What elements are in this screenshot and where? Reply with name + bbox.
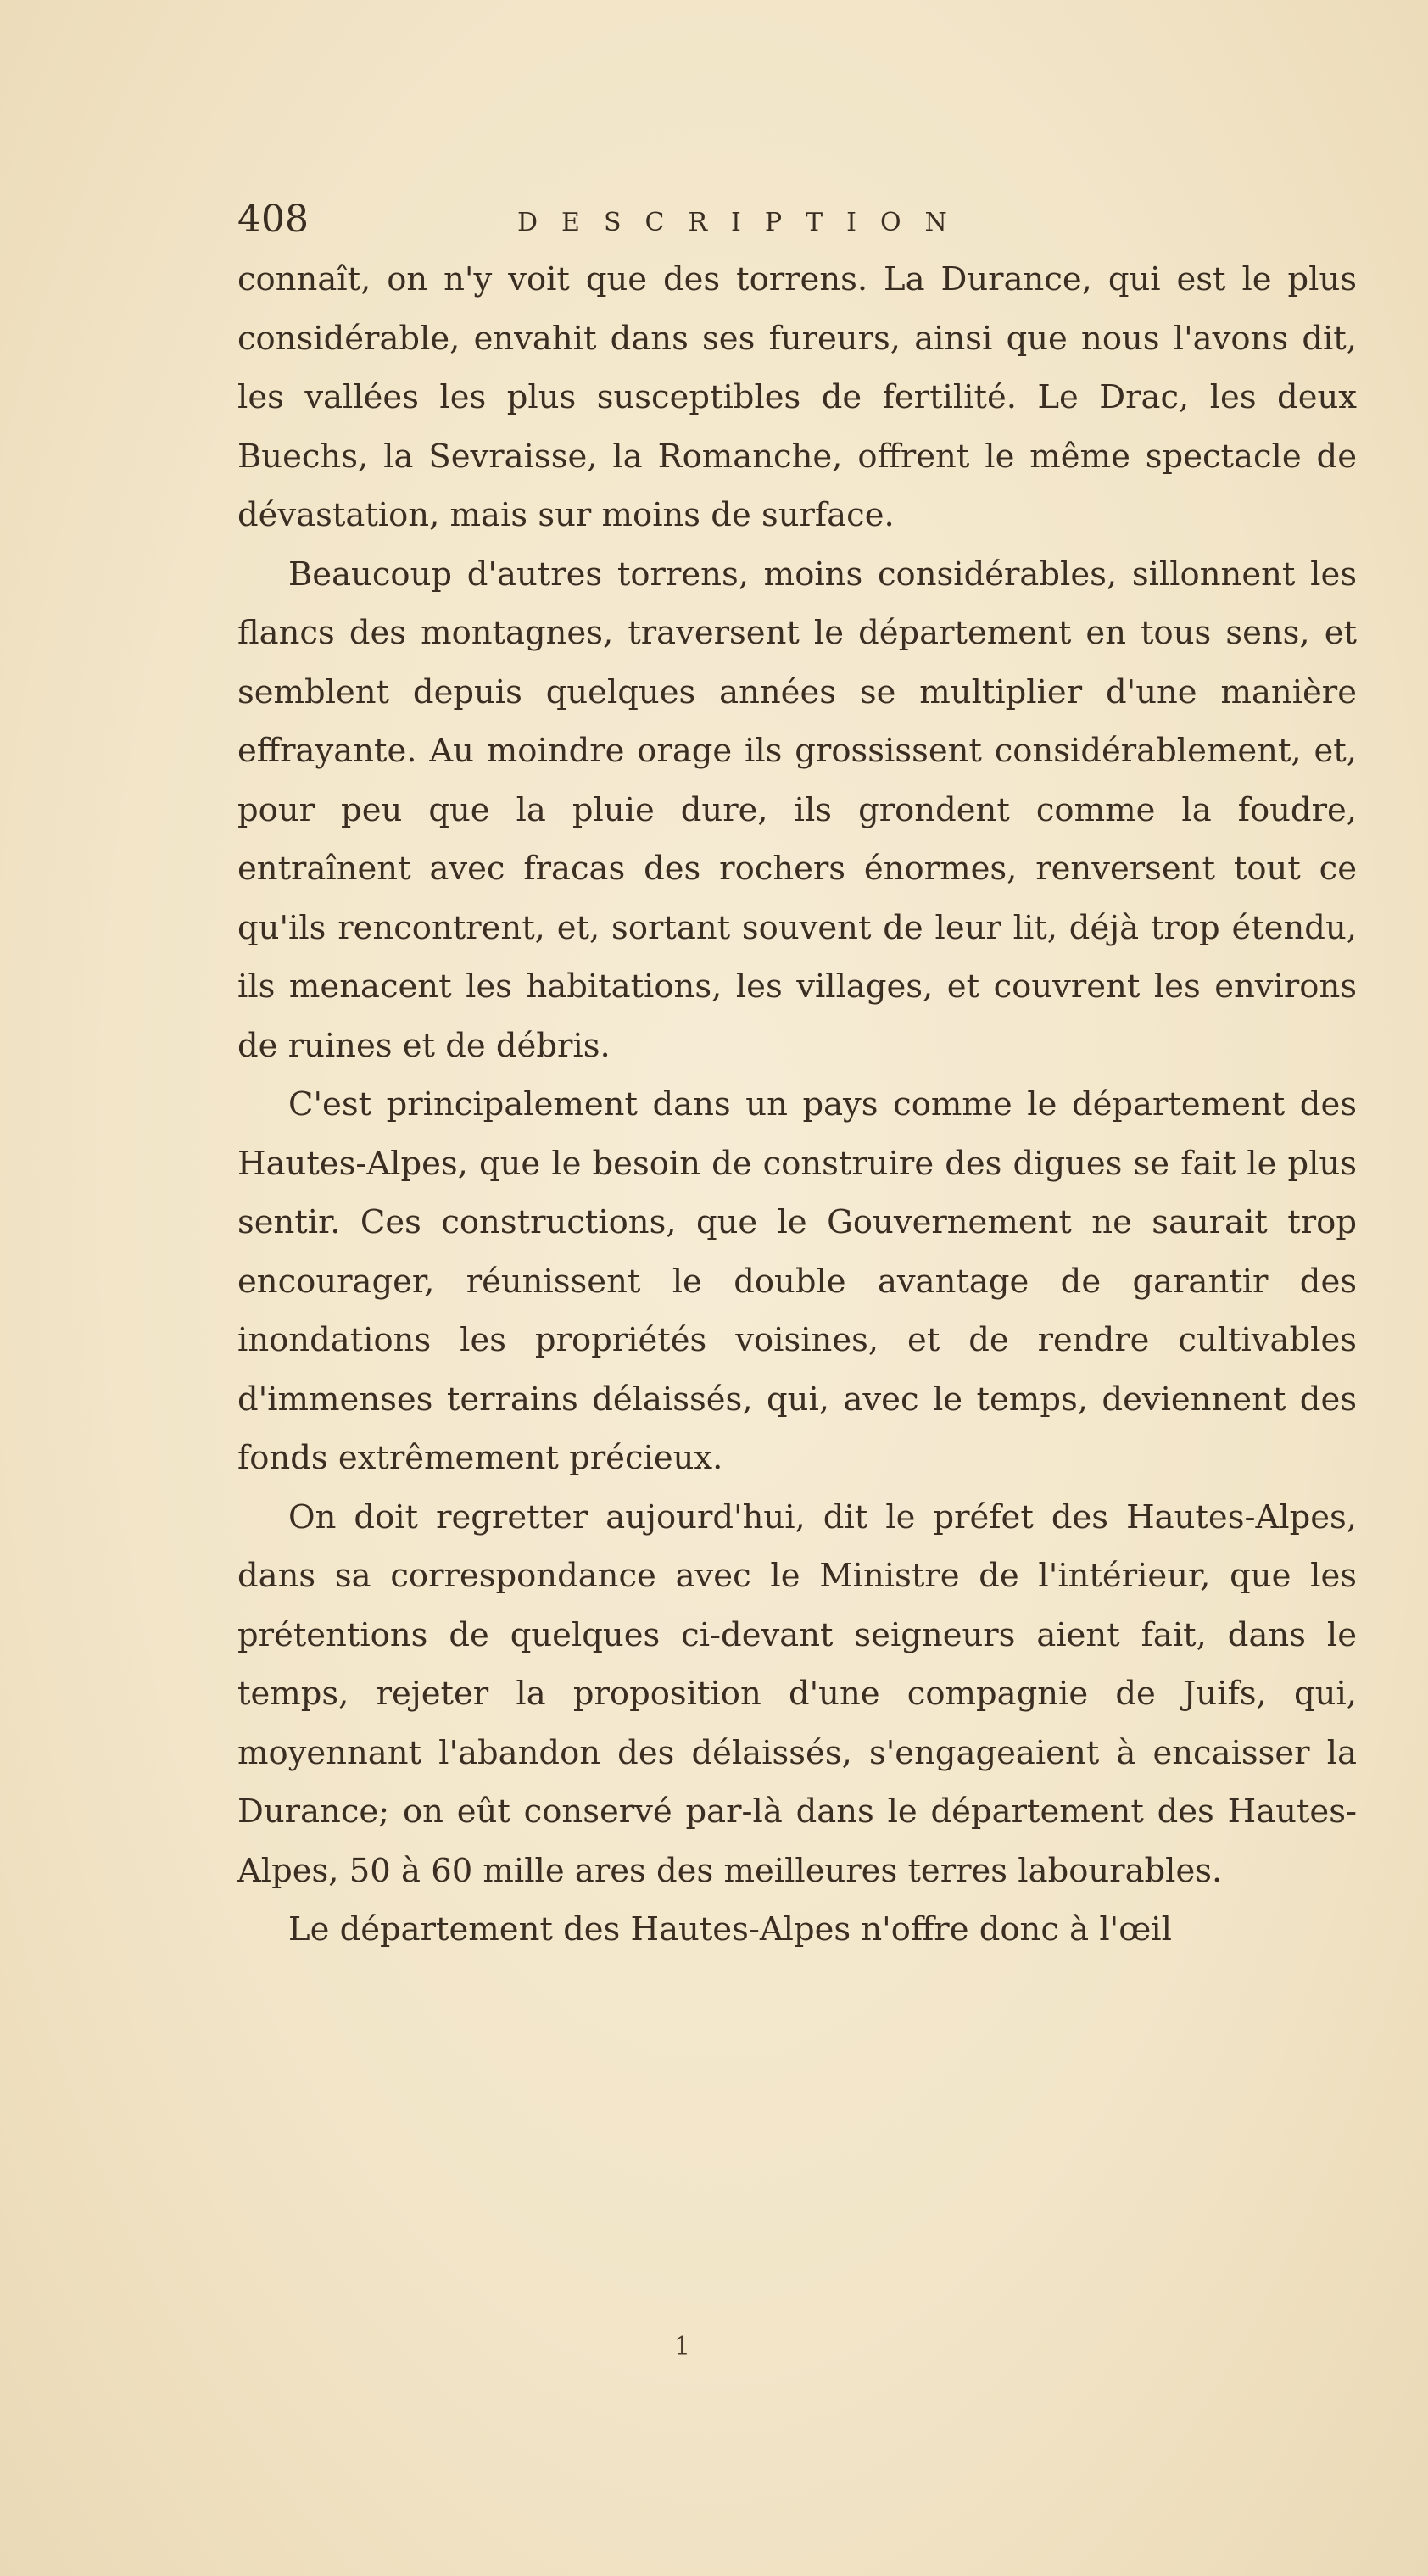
paragraph: Le département des Hautes-Alpes n'offre donc à l'œil [288,1910,1172,1949]
running-title: DESCRIPTION [517,208,971,237]
paragraph: On doit regretter aujourd'hui, dit le préfet des Hautes-Alpes, dans sa correspondance avec le Ministre de l'intérieur, que les prétentions de quelques ci-devant seigneurs aient fait, dans le temps, rejeter la proposition d'une compagnie de Juifs, qui, moyennant l'abandon des délaissés, s'engageaient à encaisser la Durance; on eût conservé par-là dans le département des Hautes-Alpes, 50 à 60 mille ares des meilleures terres labourables. [237,1497,1357,1890]
text-block [237,191,1357,1960]
body-text [237,250,1357,1960]
page-header [237,191,1357,250]
paragraph: C'est principalement dans un pays comme le département des Hautes-Alpes, que le besoin de construire des digues se fait le plus sentir. Ces constructions, que le Gouvernement ne saurait trop encourager, réunissent le double avantage de garantir des inondations les propriétés voisines, et de rendre cultivables d'immenses terrains délaissés, qui, avec le temps, deviennent des fonds extrêmement précieux. [237,1085,1357,1477]
paragraph: Beaucoup d'autres torrens, moins considérables, sillonnent les flancs des montagnes, traversent le département en tous sens, et semblent depuis quelques années se multiplier d'une manière effrayante. Au moindre orage ils grossissent considérablement, et, pour peu que la pluie dure, ils grondent comme la foudre, entraînent avec fracas des rochers énormes, renversent tout ce qu'ils rencontrent, et, sortant souvent de leur lit, déjà trop étendu, ils menacent les habitations, les villages, et couvrent les environs de ruines et de débris. [237,555,1357,1065]
page-number: 408 [237,198,309,241]
paragraph: connaît, on n'y voit que des torrens. La Durance, qui est le plus considérable, envahit dans ses fureurs, ainsi que nous l'avons dit, les vallées les plus susceptibles de fertilité. Le Drac, les deux Buechs, la Sevraisse, la Romanche, offrent le même spectacle de dévastation, mais sur moins de surface. [237,260,1357,534]
signature-mark: 1 [674,2332,691,2361]
